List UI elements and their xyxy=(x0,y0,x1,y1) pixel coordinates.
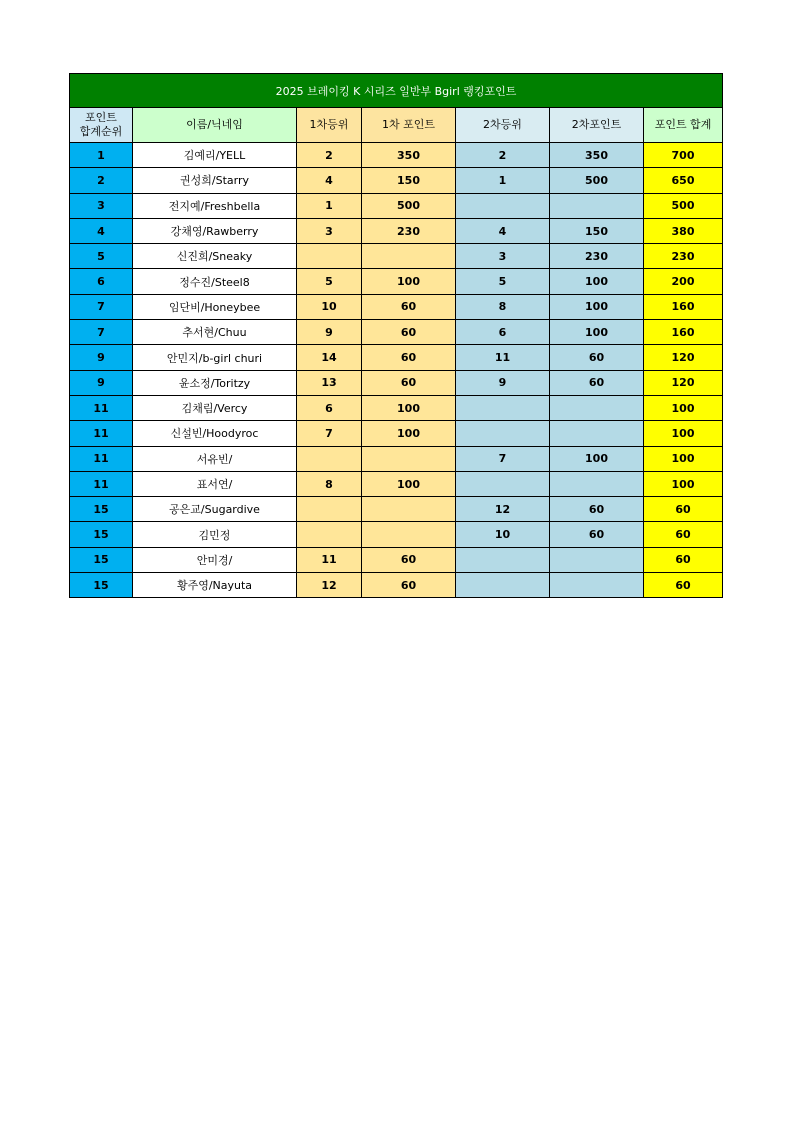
cell-round1-rank: 1 xyxy=(297,193,362,218)
cell-total: 60 xyxy=(644,547,723,572)
cell-round1-points xyxy=(362,244,456,269)
cell-name: 정수진/Steel8 xyxy=(133,269,297,294)
cell-name: 권성희/Starry xyxy=(133,168,297,193)
cell-round1-rank xyxy=(297,244,362,269)
cell-round1-rank: 2 xyxy=(297,143,362,168)
header-round2-points: 2차포인트 xyxy=(550,108,644,143)
title-row xyxy=(70,74,723,108)
cell-total: 160 xyxy=(644,320,723,345)
header-round1-points: 1차 포인트 xyxy=(362,108,456,143)
cell-round2-points: 60 xyxy=(550,370,644,395)
cell-total: 100 xyxy=(644,421,723,446)
cell-rank: 1 xyxy=(70,143,133,168)
cell-round2-rank xyxy=(456,471,550,496)
cell-total: 120 xyxy=(644,345,723,370)
cell-round1-points: 350 xyxy=(362,143,456,168)
cell-total: 160 xyxy=(644,294,723,319)
cell-rank: 11 xyxy=(70,395,133,420)
cell-rank: 11 xyxy=(70,446,133,471)
cell-total: 60 xyxy=(644,573,723,598)
cell-round1-rank xyxy=(297,497,362,522)
cell-name: 신진희/Sneaky xyxy=(133,244,297,269)
cell-round1-rank: 13 xyxy=(297,370,362,395)
ranking-table xyxy=(69,73,723,598)
table-row xyxy=(70,143,723,168)
cell-round1-points xyxy=(362,446,456,471)
cell-round1-rank: 4 xyxy=(297,168,362,193)
cell-round1-rank: 12 xyxy=(297,573,362,598)
cell-round1-points: 230 xyxy=(362,218,456,243)
table-row xyxy=(70,446,723,471)
header-rank-line1: 포인트 xyxy=(85,111,117,124)
cell-round2-points: 150 xyxy=(550,218,644,243)
table-row xyxy=(70,269,723,294)
cell-name: 강채영/Rawberry xyxy=(133,218,297,243)
table-row xyxy=(70,471,723,496)
cell-round2-rank xyxy=(456,395,550,420)
cell-rank: 4 xyxy=(70,218,133,243)
cell-round1-points: 60 xyxy=(362,294,456,319)
cell-round2-points: 100 xyxy=(550,320,644,345)
cell-rank: 15 xyxy=(70,497,133,522)
cell-round2-rank: 5 xyxy=(456,269,550,294)
table-row xyxy=(70,294,723,319)
table-row xyxy=(70,320,723,345)
table-row xyxy=(70,345,723,370)
cell-name: 공은교/Sugardive xyxy=(133,497,297,522)
cell-round2-rank: 10 xyxy=(456,522,550,547)
table-row xyxy=(70,168,723,193)
cell-rank: 11 xyxy=(70,421,133,446)
cell-name: 표서연/ xyxy=(133,471,297,496)
cell-round2-points: 100 xyxy=(550,269,644,294)
cell-total: 100 xyxy=(644,446,723,471)
cell-round1-rank: 8 xyxy=(297,471,362,496)
cell-rank: 6 xyxy=(70,269,133,294)
cell-rank: 11 xyxy=(70,471,133,496)
cell-round1-rank: 11 xyxy=(297,547,362,572)
cell-round1-rank: 10 xyxy=(297,294,362,319)
cell-round1-points: 60 xyxy=(362,573,456,598)
cell-round2-points xyxy=(550,573,644,598)
cell-rank: 9 xyxy=(70,345,133,370)
cell-round2-rank xyxy=(456,421,550,446)
cell-total: 650 xyxy=(644,168,723,193)
header-name: 이름/닉네임 xyxy=(133,108,297,143)
cell-round2-points xyxy=(550,471,644,496)
cell-round2-rank: 7 xyxy=(456,446,550,471)
cell-name: 전지예/Freshbella xyxy=(133,193,297,218)
cell-round1-points xyxy=(362,522,456,547)
header-total: 포인트 합계 xyxy=(644,108,723,143)
cell-round1-rank: 6 xyxy=(297,395,362,420)
ranking-sheet xyxy=(69,73,722,598)
header-row xyxy=(70,108,723,143)
table-row xyxy=(70,370,723,395)
cell-name: 안미경/ xyxy=(133,547,297,572)
cell-round2-rank: 6 xyxy=(456,320,550,345)
cell-round1-rank xyxy=(297,446,362,471)
cell-round2-points xyxy=(550,421,644,446)
cell-round1-rank: 5 xyxy=(297,269,362,294)
cell-total: 120 xyxy=(644,370,723,395)
cell-round2-rank: 8 xyxy=(456,294,550,319)
cell-round2-points: 60 xyxy=(550,497,644,522)
cell-round2-points xyxy=(550,395,644,420)
cell-total: 500 xyxy=(644,193,723,218)
cell-round2-rank: 11 xyxy=(456,345,550,370)
cell-total: 380 xyxy=(644,218,723,243)
cell-round2-rank: 1 xyxy=(456,168,550,193)
header-round2-rank: 2차등위 xyxy=(456,108,550,143)
header-rank xyxy=(70,108,133,143)
cell-round2-rank xyxy=(456,547,550,572)
table-title: 2025 브레이킹 K 시리즈 일반부 Bgirl 랭킹포인트 xyxy=(70,74,723,108)
cell-name: 안민지/b-girl churi xyxy=(133,345,297,370)
cell-name: 김예리/YELL xyxy=(133,143,297,168)
table-row xyxy=(70,421,723,446)
cell-rank: 7 xyxy=(70,294,133,319)
cell-round1-points: 100 xyxy=(362,395,456,420)
cell-name: 윤소정/Toritzy xyxy=(133,370,297,395)
table-row xyxy=(70,573,723,598)
cell-total: 100 xyxy=(644,471,723,496)
cell-name: 서유빈/ xyxy=(133,446,297,471)
cell-round2-points: 500 xyxy=(550,168,644,193)
cell-round1-points xyxy=(362,497,456,522)
cell-name: 신설빈/Hoodyroc xyxy=(133,421,297,446)
cell-total: 60 xyxy=(644,497,723,522)
cell-round2-points: 350 xyxy=(550,143,644,168)
cell-round1-points: 60 xyxy=(362,547,456,572)
cell-rank: 5 xyxy=(70,244,133,269)
table-row xyxy=(70,547,723,572)
cell-rank: 7 xyxy=(70,320,133,345)
cell-round1-rank: 7 xyxy=(297,421,362,446)
table-row xyxy=(70,497,723,522)
cell-rank: 15 xyxy=(70,522,133,547)
cell-total: 100 xyxy=(644,395,723,420)
table-row xyxy=(70,218,723,243)
cell-round2-points xyxy=(550,547,644,572)
cell-round2-points: 60 xyxy=(550,522,644,547)
cell-rank: 2 xyxy=(70,168,133,193)
cell-name: 김채림/Vercy xyxy=(133,395,297,420)
cell-round2-rank xyxy=(456,193,550,218)
cell-round2-points xyxy=(550,193,644,218)
cell-total: 200 xyxy=(644,269,723,294)
cell-round2-rank: 4 xyxy=(456,218,550,243)
cell-round1-rank: 9 xyxy=(297,320,362,345)
cell-round1-rank: 3 xyxy=(297,218,362,243)
cell-round1-points: 60 xyxy=(362,320,456,345)
cell-round2-rank: 9 xyxy=(456,370,550,395)
cell-rank: 9 xyxy=(70,370,133,395)
cell-round1-points: 150 xyxy=(362,168,456,193)
cell-round2-points: 100 xyxy=(550,446,644,471)
cell-round1-points: 100 xyxy=(362,421,456,446)
cell-total: 230 xyxy=(644,244,723,269)
table-row xyxy=(70,522,723,547)
cell-round2-points: 230 xyxy=(550,244,644,269)
cell-rank: 3 xyxy=(70,193,133,218)
cell-round1-rank: 14 xyxy=(297,345,362,370)
table-row xyxy=(70,193,723,218)
cell-round2-rank: 3 xyxy=(456,244,550,269)
cell-name: 김민정 xyxy=(133,522,297,547)
cell-round2-points: 100 xyxy=(550,294,644,319)
table-row xyxy=(70,395,723,420)
cell-total: 700 xyxy=(644,143,723,168)
cell-round2-rank: 2 xyxy=(456,143,550,168)
cell-round1-points: 60 xyxy=(362,370,456,395)
cell-round1-points: 60 xyxy=(362,345,456,370)
cell-name: 추서현/Chuu xyxy=(133,320,297,345)
cell-total: 60 xyxy=(644,522,723,547)
cell-name: 황주영/Nayuta xyxy=(133,573,297,598)
cell-name: 임단비/Honeybee xyxy=(133,294,297,319)
cell-round2-rank xyxy=(456,573,550,598)
cell-round2-rank: 12 xyxy=(456,497,550,522)
header-rank-line2: 합계순위 xyxy=(79,125,123,138)
cell-rank: 15 xyxy=(70,547,133,572)
cell-round1-points: 500 xyxy=(362,193,456,218)
cell-round1-points: 100 xyxy=(362,471,456,496)
cell-round1-points: 100 xyxy=(362,269,456,294)
table-row xyxy=(70,244,723,269)
cell-rank: 15 xyxy=(70,573,133,598)
table-body xyxy=(70,143,723,598)
cell-round2-points: 60 xyxy=(550,345,644,370)
cell-round1-rank xyxy=(297,522,362,547)
header-round1-rank: 1차등위 xyxy=(297,108,362,143)
